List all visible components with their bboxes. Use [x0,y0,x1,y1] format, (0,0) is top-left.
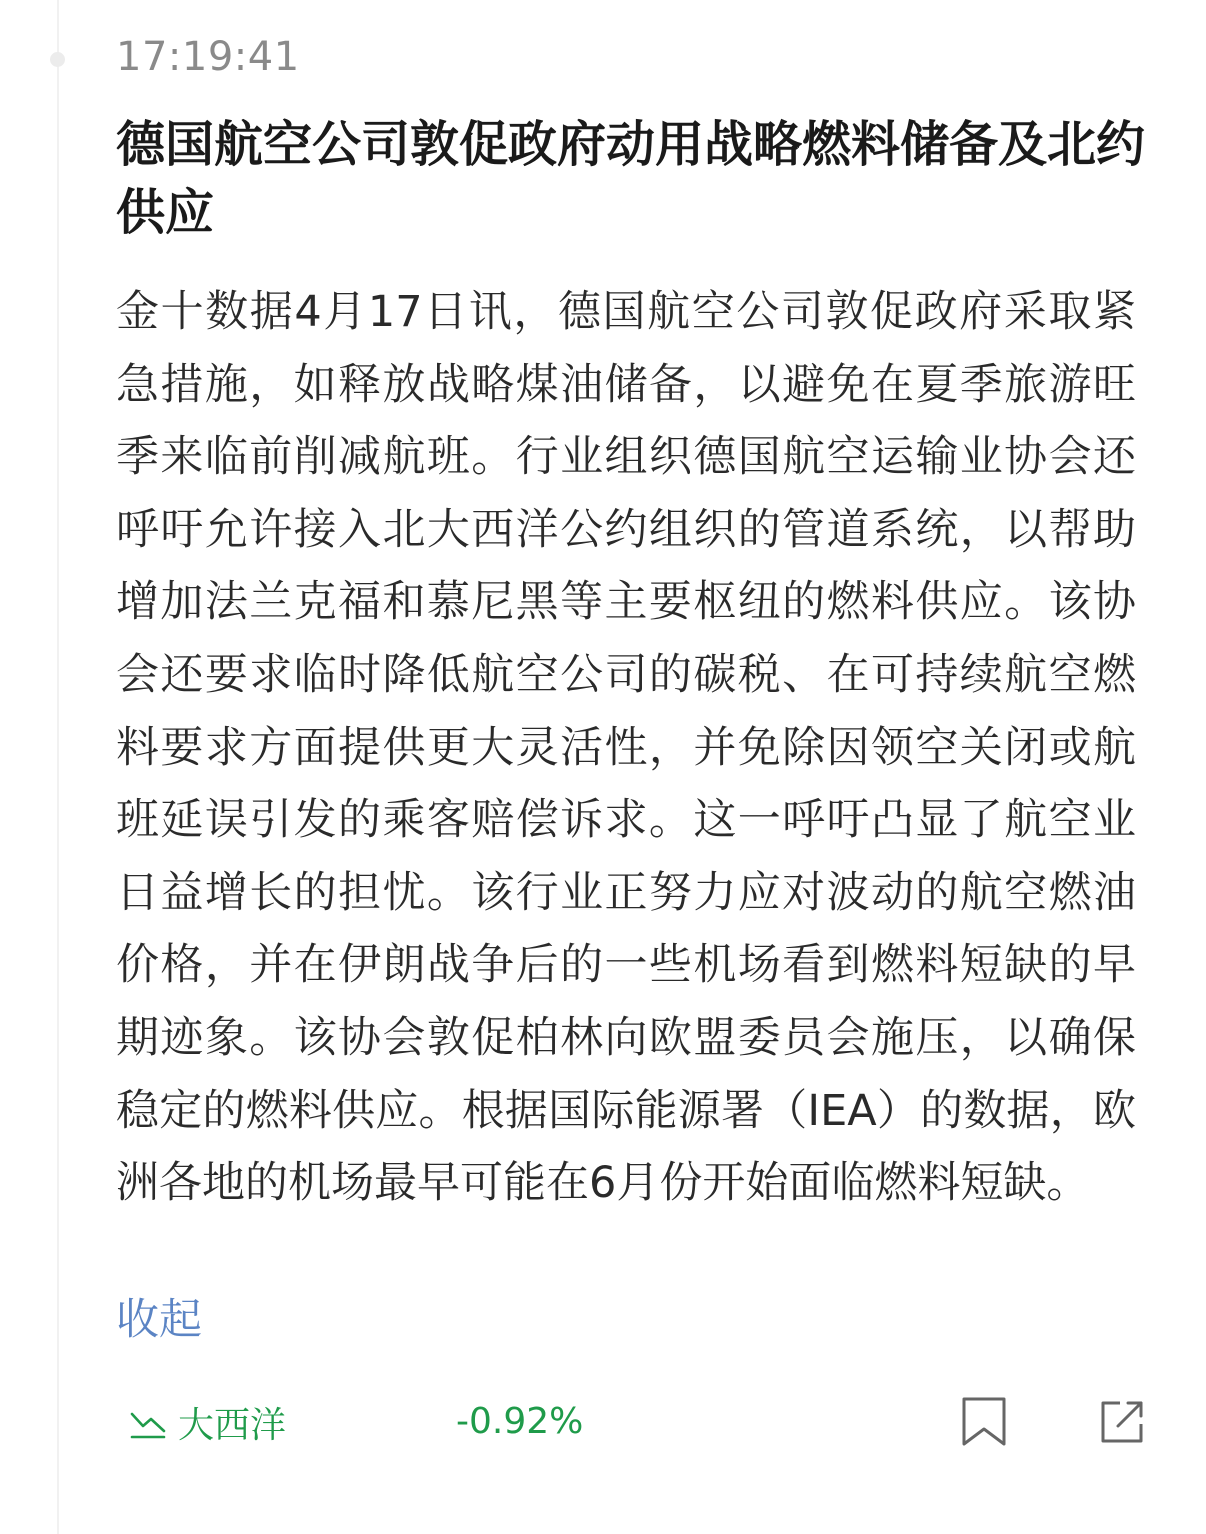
news-body: 金十数据4月17日讯，德国航空公司敦促政府采取紧急措施，如释放战略煤油储备，以避免在夏季旅游旺季来临前削减航班。行业组织德国航空运输业协会还呼吁允许接入北大西洋公约组织的管道系统，以帮助增加法兰克福和慕尼黑等主要枢纽的燃料供应。该协会还要求临时降低航空公司的碳税、在可持续航空燃料要求方面提供更大灵活性，并免除因领空关闭或航班延误引发的乘客赔偿诉求。这一呼吁凸显了航空业日益增长的担忧。该行业正努力应对波动的航空燃油价格，并在伊朗战争后的一些机场看到燃料短缺的早期迹象。该协会敦促柏林向欧盟委员会施压，以确保稳定的燃料供应。根据国际能源署（IEA）的数据，欧洲各地的机场最早可能在6月份开始面临燃料短缺。 [116,287,1136,1209]
stock-change: -0.92% [456,1401,584,1442]
share-icon [1098,1398,1146,1446]
stock-name: 大西洋 [178,1404,287,1446]
related-stock[interactable] [130,1394,286,1450]
news-time: 17:19:41 [116,34,300,80]
timeline-dot [50,52,65,67]
bookmark-button[interactable] [960,1396,1008,1448]
trend-down-icon [130,1404,166,1440]
collapse-button[interactable]: 收起 [116,1295,202,1345]
bookmark-icon [960,1396,1008,1448]
timeline-line [57,0,59,1534]
share-button[interactable] [1098,1398,1146,1446]
news-headline: 德国航空公司敦促政府动用战略燃料储备及北约供应 [116,115,1146,241]
